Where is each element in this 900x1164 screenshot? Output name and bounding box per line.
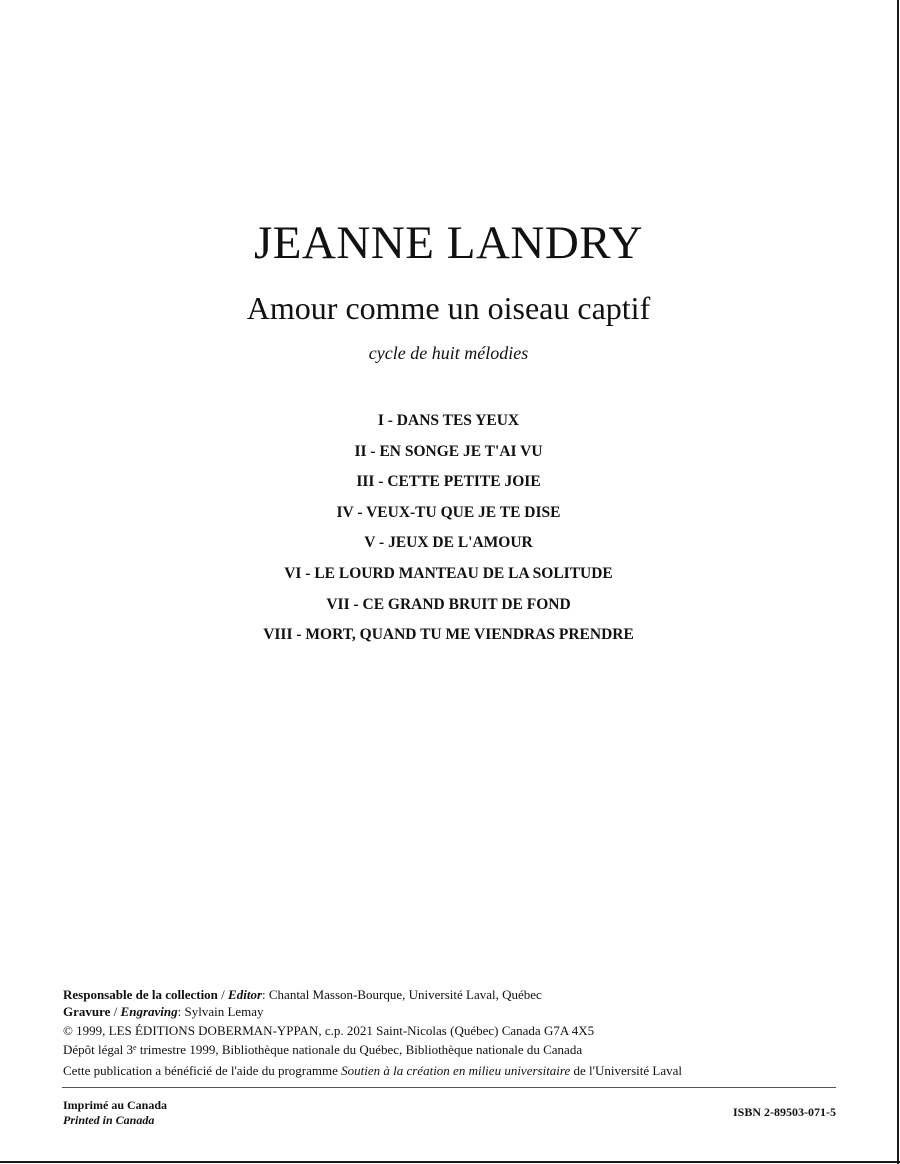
composer-name: JEANNE LANDRY [253,217,644,269]
editor-label-fr: Responsable de la collection [63,987,218,1002]
printed-in [63,1098,167,1128]
copyright-line: © 1999, LES ÉDITIONS DOBERMAN-YPPAN, c.p. 2021 Saint-Nicolas (Québec) Canada G7A 4X5 [63,1023,595,1038]
page-right-edge [897,0,899,1164]
work-subtitle: cycle de huit mélodies [368,343,529,363]
separator: / [110,1004,121,1019]
divider [62,1087,836,1088]
printed-en: Printed in Canada [63,1113,155,1127]
work-title: Amour comme un oiseau captif [246,290,651,326]
song-title: V - JEUX DE L'AMOUR [364,534,533,552]
song-title: VI - LE LOURD MANTEAU DE LA SOLITUDE [284,564,613,582]
engraver-label-fr: Gravure [63,1004,111,1019]
song-title: IV - VEUX-TU QUE JE TE DISE [336,503,561,521]
song-title: VII - CE GRAND BRUIT DE FOND [326,595,571,613]
song-title: II - EN SONGE JE T'AI VU [354,442,543,460]
song-title: I - DANS TES YEUX [377,412,520,429]
editor-label-en: Editor [228,987,263,1002]
legal-deposit-line: Dépôt légal 3e trimestre 1999, Bibliothèque nationale du Québec, Bibliothèque nationale du Canada [63,1042,583,1057]
funding-program: Soutien à la création en milieu universitaire [341,1063,571,1078]
song-title: III - CETTE PETITE JOIE [356,473,541,491]
printed-fr: Imprimé au Canada [63,1098,168,1112]
page-bottom-edge [0,1161,900,1163]
separator: / [217,987,229,1002]
song-title: VIII - MORT, QUAND TU ME VIENDRAS PRENDRE [263,626,634,644]
isbn: ISBN 2-89503-071-5 [732,1105,836,1119]
engraver-label-en: Engraving [120,1004,178,1019]
publication-credits [63,986,843,1079]
editor-credit [63,986,843,1003]
engraver-value: : Sylvain Lemay [177,1004,264,1019]
engraver-credit [63,1003,843,1020]
editor-value: : Chantal Masson-Bourque, Université Laval, Québec [262,987,542,1002]
funding-note: Cette publication a bénéficié de l'aide du programme Soutien à la création en milieu universitaire de l'Université Laval [63,1063,682,1078]
song-list [0,411,897,656]
